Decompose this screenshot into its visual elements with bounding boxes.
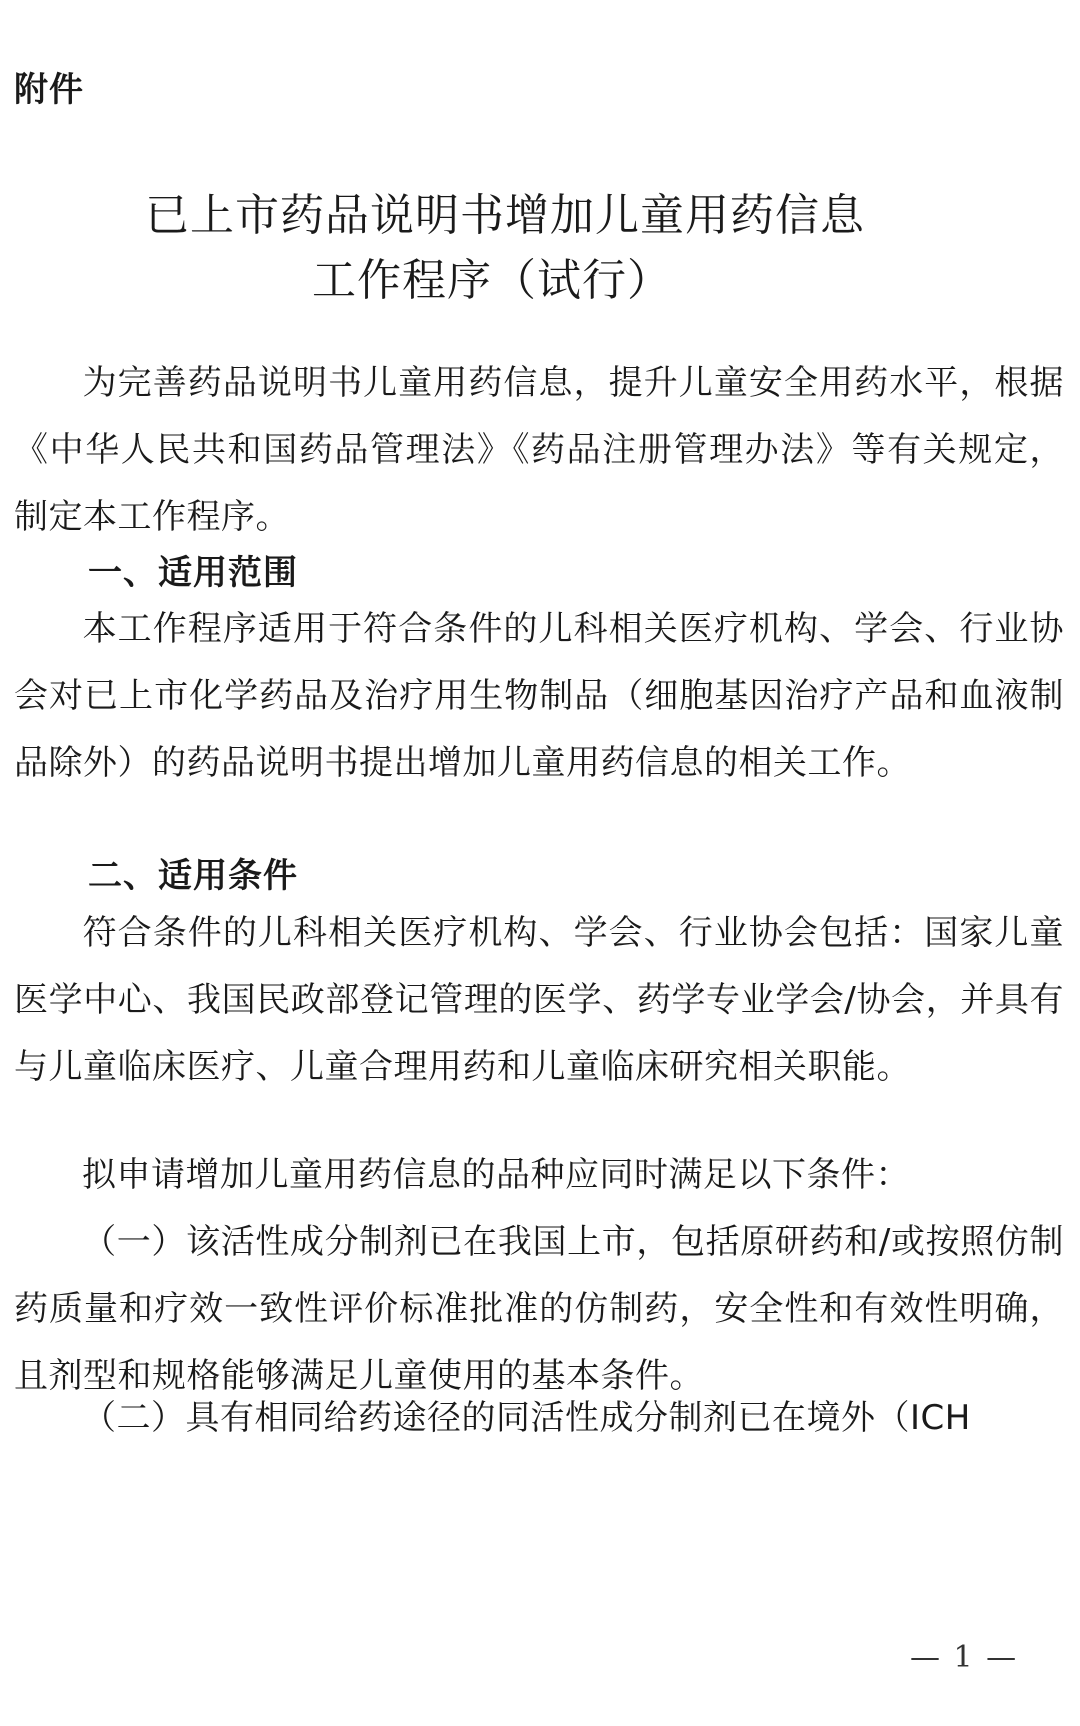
condition-item1-text: （一）该活性成分制剂已在我国上市，包括原研药和/或按照仿制药质量和疗效一致性评价标准批准的仿制药，安全性和有效性明确，且剂型和规格能够满足儿童使用的基本条件。: [14, 1222, 1064, 1396]
document-title-line2: 工作程序（试行）: [312, 255, 672, 306]
section2-heading: 二、适用条件: [88, 856, 298, 896]
document-title-line1: 已上市药品说明书增加儿童用药信息: [145, 190, 865, 241]
condition-item1: [14, 1209, 1064, 1410]
attachment-label: 附件: [14, 70, 84, 110]
section1-text: 本工作程序适用于符合条件的儿科相关医疗机构、学会、行业协会对已上市化学药品及治疗用生物制品（细胞基因治疗产品和血液制品除外）的药品说明书提出增加儿童用药信息的相关工作。: [14, 609, 1064, 783]
condition-item2-text: （二）具有相同给药途径的同活性成分制剂已在境外（ICH: [82, 1398, 971, 1438]
section2-text1: 符合条件的儿科相关医疗机构、学会、行业协会包括：国家儿童医学中心、我国民政部登记管理的医学、药学专业学会/协会，并具有与儿童临床医疗、儿童合理用药和儿童临床研究相关职能。: [14, 913, 1064, 1087]
intro-paragraph: [14, 350, 1064, 551]
section2-paragraph1: [14, 900, 1064, 1101]
page-number: — 1 —: [910, 1640, 1019, 1675]
section1-heading: 一、适用范围: [88, 553, 298, 593]
section2-paragraph2: [14, 1142, 1064, 1209]
intro-text: 为完善药品说明书儿童用药信息，提升儿童安全用药水平，根据《中华人民共和国药品管理法》《药品注册管理办法》等有关规定，制定本工作程序。: [14, 363, 1064, 537]
section2-text2: 拟申请增加儿童用药信息的品种应同时满足以下条件：: [82, 1155, 910, 1195]
section1-paragraph: [14, 596, 1064, 797]
condition-item2: [14, 1385, 1064, 1452]
